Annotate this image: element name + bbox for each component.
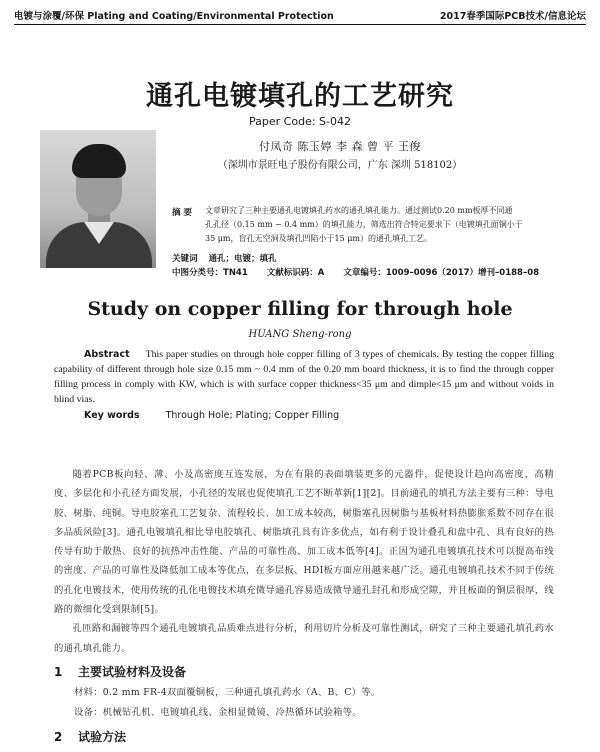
section-title: 主要试验材料及设备 <box>78 665 187 679</box>
doc-code-label: 文献标识码： <box>266 268 318 278</box>
section-heading-2 <box>54 728 126 745</box>
materials-line: 材料：0.2 mm FR-4双面覆铜板，三种通孔填孔药水（A、B、C）等。 <box>74 687 381 698</box>
section-heading-1 <box>54 663 186 680</box>
abstract-cn-label: 摘 要 <box>172 208 192 218</box>
running-header <box>14 6 586 25</box>
abstract-cn-line: 35 μm，盲孔无空洞及填孔凹陷小于15 μm）的通孔填孔工艺。 <box>205 234 433 243</box>
abstract-cn-line: 文章研究了三种主要通孔电镀填孔药水的通孔填孔能力。通过测试0.20 mm板厚不同通 <box>205 206 513 215</box>
author-en: HUANG Sheng-rong <box>248 329 352 340</box>
keywords-en-label: Key words <box>84 410 140 421</box>
body-text <box>54 465 554 658</box>
abstract-en <box>54 347 554 407</box>
paper-title-en: Study on copper filling for through hole <box>87 298 513 320</box>
header-left: 电镀与涂覆/环保 Plating and Coating/Environmental Protection <box>14 11 334 22</box>
keywords-cn-label: 关键词 <box>172 254 198 264</box>
section-number: 1 <box>54 665 63 679</box>
classification-line <box>172 266 539 278</box>
keywords-en-value: Through Hole; Plating; Copper Filling <box>165 410 340 421</box>
abstract-en-label: Abstract <box>84 349 130 360</box>
section-title: 试验方法 <box>78 730 127 744</box>
article-id-value: 1009–0096（2017）增刊–0188–08 <box>385 268 540 278</box>
abstract-cn-text <box>205 204 565 246</box>
clc-label: 中图分类号： <box>172 268 224 278</box>
keywords-cn <box>172 252 277 264</box>
header-right: 2017春季国际PCB技术/信息论坛 <box>439 11 586 22</box>
body-paragraph: 随着PCB板向轻、薄、小及高密度互连发展，为在有限的表面填装更多的元器件，促使设计趋向高密度、高精度、多层化和小孔径方面发展，小孔径的发展也促使填孔工艺不断革新[1][2]。目前通孔的填孔方法主要有三种：导电胶、树脂、纯铜。导电胶塞孔工艺复杂、流程较长、加工成本较高，树脂塞孔因树脂与基板材料热膨胀系数不同存在很多品质风险[3]。通孔电镀填孔相比导电胶填孔、树脂填孔具有许多优点，如有利于设计叠孔和盘中孔、具有良好的热传导有助于散热、良好的抗热冲击性能、产品的可靠性高、加工成本低等[4]。正因为通孔电镀填孔技术可以提高布线的密度、产品的可靠性及降低加工成本等优点，在多层板、HDI板方面应用越来越广泛。通孔电镀填孔技术不同于传统的孔化电镀技术，使用传统的孔化电镀技术填充微导通孔容易造成微导通孔封孔和形成空隙，并且板面的铜层很厚，线路的微细化受到限制[5]。 <box>54 469 554 616</box>
body-paragraph: 孔匝路和漏镀等四个通孔电镀填孔品质难点进行分析，利用切片分析及可靠性测试，研究了三种主要通孔填孔药水的通孔填孔能力。 <box>54 623 554 654</box>
keywords-en <box>84 410 339 421</box>
author-photo <box>40 130 156 268</box>
authors-cn: 付凤奇 陈玉婷 李 森 曾 平 王俊 <box>259 140 421 153</box>
paper-code: Paper Code: S-042 <box>249 115 351 128</box>
doc-code-value: A <box>317 268 325 278</box>
clc-value: TN41 <box>223 268 248 278</box>
article-id-label: 文章编号： <box>343 268 386 278</box>
equipment-line: 设备：机械钻孔机、电镀填孔线、金相显微镜、冷热循环试验箱等。 <box>74 707 362 718</box>
abstract-cn-line: 孔孔径（0.15 mm ~ 0.4 mm）的填孔能力，筛选出符合特定要求下（电镀填孔面铜小于 <box>205 220 523 229</box>
abstract-en-text: This paper studies on through hole copper filling of 3 types of chemicals. By testing the copper filling capability of different through hole size 0.15 mm ~ 0.4 mm of the 0.20 mm board thickness, it is to find the through copper filling process in comply with KW, which is with surface copper thickness<35 μm and dimple<15 μm and without voids in blind vias. <box>54 349 554 405</box>
affiliation-cn: （深圳市景旺电子股份有限公司，广东 深圳 518102） <box>217 160 463 171</box>
paper-title-cn: 通孔电镀填孔的工艺研究 <box>146 81 454 112</box>
keywords-cn-value: 通孔；电镀；填孔 <box>208 254 277 264</box>
section-number: 2 <box>54 730 63 744</box>
